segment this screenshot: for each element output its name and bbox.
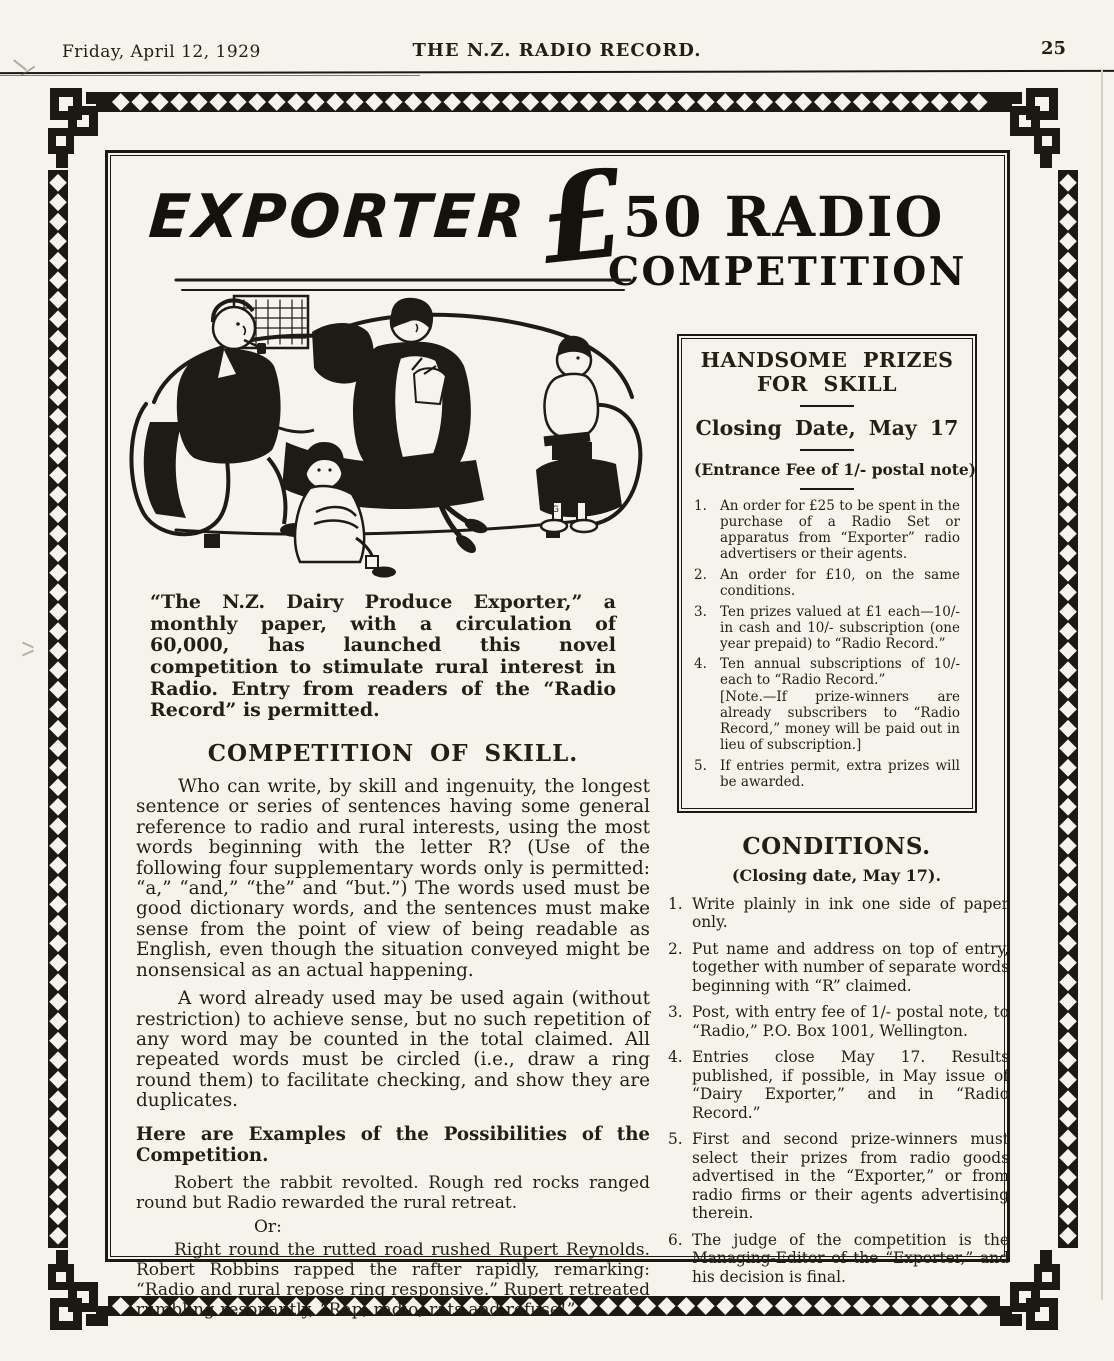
condition-item xyxy=(668,1003,1009,1040)
condition-text: Entries close May 17. Results published, if possible, in May issue of “Dairy Exporter,” and in “Radio Record.” xyxy=(692,1048,1009,1122)
section-title-competition-of-skill: COMPETITION OF SKILL. xyxy=(207,739,579,767)
or-label: Or: xyxy=(254,1217,282,1238)
scan-page-edge xyxy=(1101,70,1103,1300)
right-column xyxy=(662,334,1011,1294)
condition-item xyxy=(668,1130,1009,1222)
family-radio-illustration xyxy=(116,262,656,587)
header-rule xyxy=(0,70,1114,74)
scan-mark xyxy=(13,59,27,70)
condition-text: Post, with entry fee of 1/- postal note, to “Radio,” P.O. Box 1001, Wellington. xyxy=(692,1003,1009,1040)
border-band-top xyxy=(108,92,1000,112)
headline-competition: COMPETITION xyxy=(608,249,967,295)
scan-mark xyxy=(22,650,34,657)
divider-rule xyxy=(800,449,854,451)
examples-heading: Here are Examples of the Possibilities of the Competition. xyxy=(136,1123,650,1166)
prize-box-inner xyxy=(681,338,977,809)
entrance-fee: (Entrance Fee of 1/- postal note) xyxy=(694,460,977,480)
scan-mark xyxy=(22,642,34,649)
prize-box-title-line2: FOR SKILL xyxy=(756,371,898,396)
masthead-title: THE N.Z. RADIO RECORD. xyxy=(412,40,702,61)
prize-item-number: 3. xyxy=(694,603,707,620)
body-paragraph-2: A word already used may be used again (without restriction) to achieve sense, but no such repetition of any word may be counted in the total claimed. All repeated words must be circled (i.e., draw a ring round them) to facilitate checking, and show they are duplicates. xyxy=(136,988,650,1112)
prize-item-text: If entries permit, extra prizes will be awarded. xyxy=(720,757,960,790)
prize-item xyxy=(694,657,960,754)
condition-number: 5. xyxy=(668,1130,683,1149)
header-date: Friday, April 12, 1929 xyxy=(62,42,261,62)
headline-amount: 50 RADIO xyxy=(623,184,945,249)
prize-item-text: An order for £25 to be spent in the purchase of a Radio Set or apparatus from “Exporter” radio advertisers or their agents. xyxy=(720,498,960,562)
prize-item-number: 2. xyxy=(694,566,707,583)
condition-text: Write plainly in ink one side of paper only. xyxy=(692,894,1009,932)
advert-frame xyxy=(105,143,1010,1321)
prize-item-number: 5. xyxy=(694,757,707,774)
prize-item xyxy=(694,759,960,791)
prize-item xyxy=(694,605,960,653)
prize-item xyxy=(694,568,960,600)
example-sentence-2: Right round the rutted road rushed Rupert Reynolds. Robert Robbins rapped the rafter rapidly, remarking: “Radio and rural repose ring responsive.” Rupert retreated rumbling resonantly, “Rap, radio, rats and refuse!” xyxy=(136,1240,650,1321)
border-band-right xyxy=(1058,170,1078,1248)
condition-text: First and second prize-winners must select their prizes from radio goods advertised in the “Exporter,” or from radio firms or their agents advertising therein. xyxy=(692,1130,1009,1223)
prize-box xyxy=(677,334,977,813)
pound-symbol: £ xyxy=(533,143,632,292)
condition-item xyxy=(668,940,1009,995)
divider-rule xyxy=(800,405,854,407)
page-number: 25 xyxy=(1040,38,1066,59)
conditions-subtitle: (Closing date, May 17). xyxy=(731,865,942,885)
condition-number: 3. xyxy=(668,1003,683,1022)
conditions-list xyxy=(662,895,1011,1286)
prize-list xyxy=(694,499,960,791)
left-column xyxy=(136,592,650,1325)
condition-text: Put name and address on top of entry, together with number of separate words beginning with “R” claimed. xyxy=(692,939,1009,995)
border-band-left xyxy=(48,170,68,1248)
divider-rule xyxy=(800,488,854,490)
border-corner-bottom-left xyxy=(44,1248,108,1332)
headline-exporter: EXPORTER xyxy=(146,182,530,252)
condition-number: 2. xyxy=(668,939,683,958)
closing-date: Closing Date, May 17 xyxy=(695,416,959,441)
header-rule-secondary xyxy=(0,75,420,76)
prize-item-text: An order for £10, on the same conditions. xyxy=(720,566,960,599)
illustrator-signature: GMR xyxy=(552,505,579,515)
mother-figure xyxy=(353,298,489,557)
prize-item-text-main: Ten annual subscriptions of 10/- each to “Radio Record.” xyxy=(720,656,960,689)
intro-paragraph: “The N.Z. Dairy Produce Exporter,” a monthly paper, with a circulation of 60,000, has launched this novel competition to stimulate rural interest in Radio. Entry from readers of the “Radio Record” is permitted. xyxy=(150,591,616,722)
prize-item-text xyxy=(720,657,960,754)
condition-item xyxy=(668,895,1009,932)
advert-frame-inner xyxy=(110,143,1009,1321)
border-corner-top-left xyxy=(44,86,108,170)
body-paragraph-1: Who can write, by skill and ingenuity, the longest sentence or series of sentences having some general reference to radio and rural interests, using the most words beginning with the letter R? (Use of the following four supplementary words only is permitted: “a,” “and,” “the” and “but.”) The words used must be good dictionary words, and the sentences must make sense from the point of view of being readable as English, even though the situation conveyed might be nonsensical as an actual happening. xyxy=(136,775,650,981)
prize-item-note: [Note.—If prize-winners are already subscribers to “Radio Record,” money will be paid out in lieu of subscription.] xyxy=(720,689,960,754)
condition-text: The judge of the competition is the Managing-Editor of the “Exporter,” and his decision is final. xyxy=(692,1230,1009,1286)
condition-item xyxy=(668,1048,1009,1122)
condition-number: 1. xyxy=(668,894,683,913)
prize-box-title-line1: HANDSOME PRIZES xyxy=(700,348,954,372)
prize-item-text: Ten prizes valued at £1 each—10/- in cash and 10/- subscription (one year prepaid) to “Radio Record.” xyxy=(720,603,960,652)
prize-item-number: 1. xyxy=(694,498,707,515)
conditions-title: CONDITIONS. xyxy=(742,832,931,860)
prize-item-number: 4. xyxy=(694,656,707,673)
condition-number: 6. xyxy=(668,1230,683,1249)
prize-item xyxy=(694,499,960,563)
example-sentence-1: Robert the rabbit revolted. Rough red rocks ranged round but Radio rewarded the rural retreat. xyxy=(136,1172,650,1213)
condition-item xyxy=(668,1231,1009,1286)
condition-number: 4. xyxy=(668,1048,683,1067)
